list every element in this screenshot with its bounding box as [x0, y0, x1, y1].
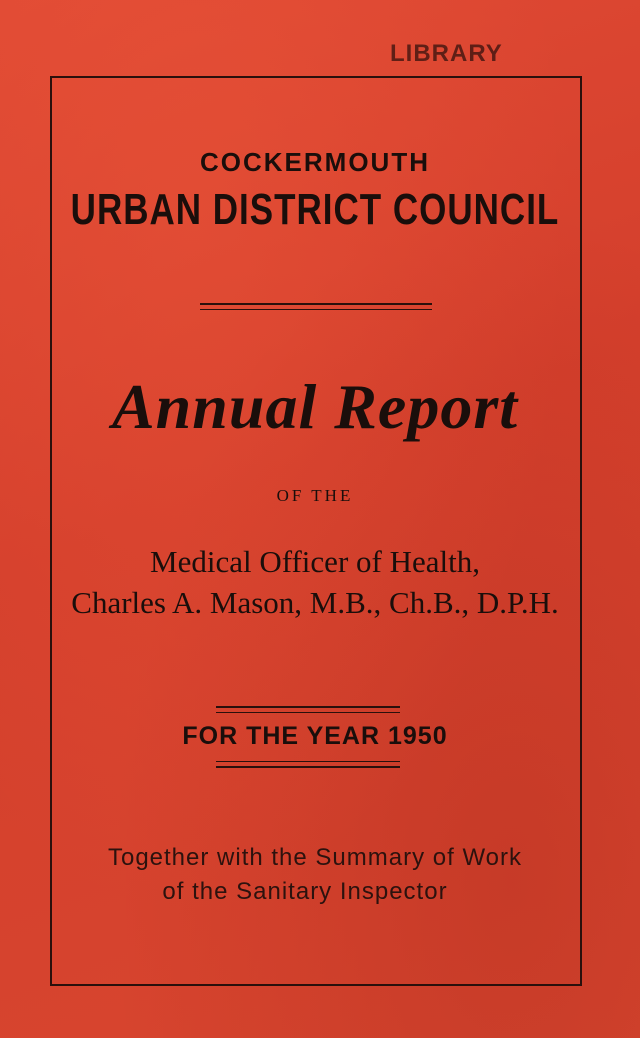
- report-title: Annual Report: [111, 371, 519, 442]
- of-the-text: OF THE: [276, 486, 354, 505]
- town-name: COCKERMOUTH: [200, 147, 430, 177]
- report-year: FOR THE YEAR 1950: [182, 722, 448, 750]
- divider-rule: [200, 303, 432, 310]
- officer-name: Charles A. Mason, M.B., Ch.B., D.P.H.: [71, 585, 559, 620]
- library-stamp: LIBRARY: [390, 40, 503, 67]
- divider-rule: [216, 761, 400, 768]
- officer-title: Medical Officer of Health,: [150, 544, 480, 579]
- subtitle-line-1: Together with the Summary of Work: [107, 844, 523, 871]
- subtitle-line-2: of the Sanitary Inspector: [162, 878, 448, 905]
- council-name: URBAN DISTRICT COUNCIL: [70, 185, 560, 234]
- divider-rule: [216, 706, 400, 713]
